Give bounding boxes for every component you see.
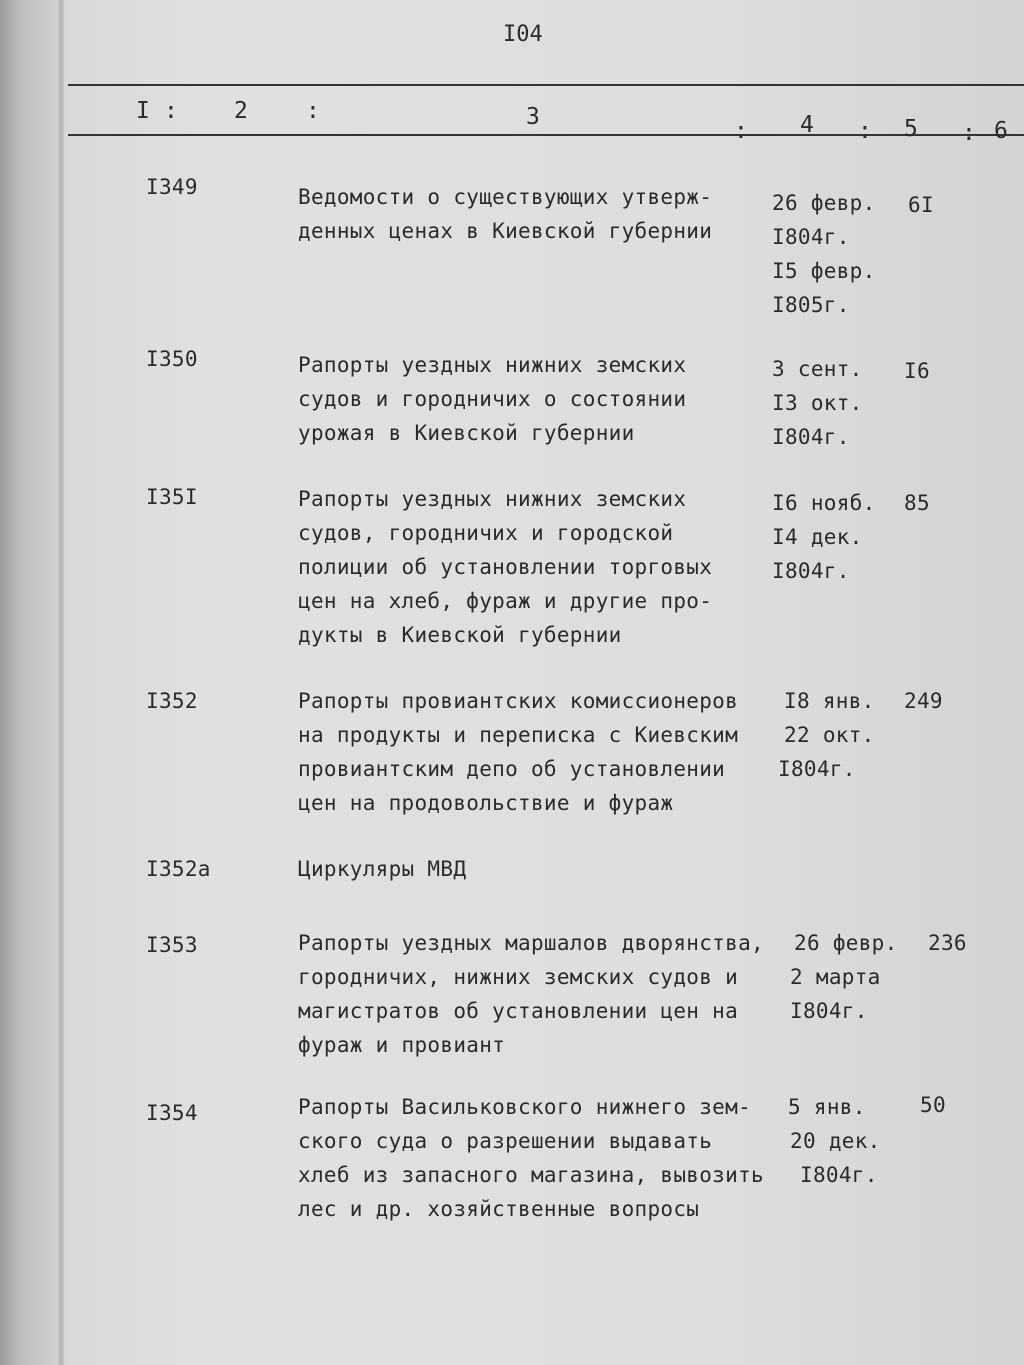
entry-date-line: 22 окт. [784, 723, 875, 747]
entry-number: I352 [146, 689, 198, 713]
entry-title-line: фураж и провиант [298, 1033, 506, 1057]
entry-number: I353 [146, 933, 198, 957]
entry-date-line: I3 окт. [772, 391, 863, 415]
header-col-1: I [136, 98, 150, 124]
header-separator: : [306, 98, 320, 124]
entry-title-line: цен на хлеб, фураж и другие про- [298, 589, 713, 613]
binding-edge [58, 0, 64, 1365]
entry-title-line: Рапорты уездных нижних земских [298, 353, 687, 377]
header-col-3: 3 [526, 104, 540, 130]
entry-count: 236 [928, 931, 967, 955]
entry-date-line: 3 сент. [772, 357, 863, 381]
entry-date-line: I8 янв. [784, 689, 875, 713]
entry-number: I35I [146, 485, 198, 509]
entry-date-line: I804г. [772, 559, 850, 583]
entry-title-line: Рапорты уездных маршалов дворянства, [298, 931, 764, 955]
entry-date-line: I804г. [790, 999, 868, 1023]
entry-title-line: полиции об установлении торговых [298, 555, 713, 579]
entry-title-line: лес и др. хозяйственные вопросы [298, 1197, 700, 1221]
entry-number: I354 [146, 1101, 198, 1125]
entry-title-line: Рапорты уездных нижних земских [298, 487, 687, 511]
entry-number: I350 [146, 347, 198, 371]
entry-title-line: ского суда о разрешении выдавать [298, 1129, 713, 1153]
header-separator: : [164, 98, 178, 124]
entry-count: 249 [904, 689, 943, 713]
entry-date-line: I804г. [778, 757, 856, 781]
header-col-5: 5 [904, 116, 918, 142]
entry-title-line: Рапорты провиантских комиссионеров [298, 689, 739, 713]
header-separator: : [858, 118, 872, 144]
header-col-2: 2 [234, 98, 248, 124]
entry-title-line: урожая в Киевской губернии [298, 421, 635, 445]
entry-date-line: I4 дек. [772, 525, 863, 549]
entry-title-line: денных ценах в Киевской губернии [298, 219, 713, 243]
header-top-rule [68, 84, 1024, 86]
entry-title-line: Циркуляры МВД [298, 857, 467, 881]
entry-date-line: 2 марта [790, 965, 881, 989]
entry-date-line: I5 февр. [772, 259, 876, 283]
entry-title-line: судов и городничих о состоянии [298, 387, 687, 411]
entry-count: 50 [920, 1093, 946, 1117]
header-col-4: 4 [800, 112, 814, 138]
entry-title-line: цен на продовольствие и фураж [298, 791, 674, 815]
entry-date-line: 5 янв. [788, 1095, 866, 1119]
entry-date-line: I804г. [772, 225, 850, 249]
entry-title-line: Рапорты Васильковского нижнего зем- [298, 1095, 752, 1119]
entry-title-line: хлеб из запасного магазина, вывозить [298, 1163, 764, 1187]
entry-title-line: на продукты и переписка с Киевским [298, 723, 739, 747]
entry-date-line: I804г. [800, 1163, 878, 1187]
entry-date-line: 26 февр. [772, 191, 876, 215]
entry-date-line: I805г. [772, 293, 850, 317]
entry-title-line: магистратов об установлении цен на [298, 999, 739, 1023]
entry-number: I349 [146, 175, 198, 199]
entry-count: 85 [904, 491, 930, 515]
entry-title-line: провиантским депо об установлении [298, 757, 726, 781]
page-number: I04 [503, 22, 543, 47]
header-bottom-rule [68, 134, 1024, 136]
entry-date-line: 20 дек. [790, 1129, 881, 1153]
entry-date-line: I804г. [772, 425, 850, 449]
entry-count: I6 [904, 359, 930, 383]
header-col-6: 6 [994, 118, 1008, 144]
entry-title-line: Ведомости о существующих утверж- [298, 185, 713, 209]
entry-title-line: дукты в Киевской губернии [298, 623, 622, 647]
entry-date-line: 26 февр. [794, 931, 898, 955]
entry-date-line: I6 нояб. [772, 491, 876, 515]
entry-title-line: судов, городничих и городской [298, 521, 674, 545]
entry-number: I352а [146, 857, 211, 881]
entry-count: 6I [908, 193, 934, 217]
header-separator: : [734, 118, 748, 144]
header-separator: : [962, 120, 976, 146]
entry-title-line: городничих, нижних земских судов и [298, 965, 739, 989]
